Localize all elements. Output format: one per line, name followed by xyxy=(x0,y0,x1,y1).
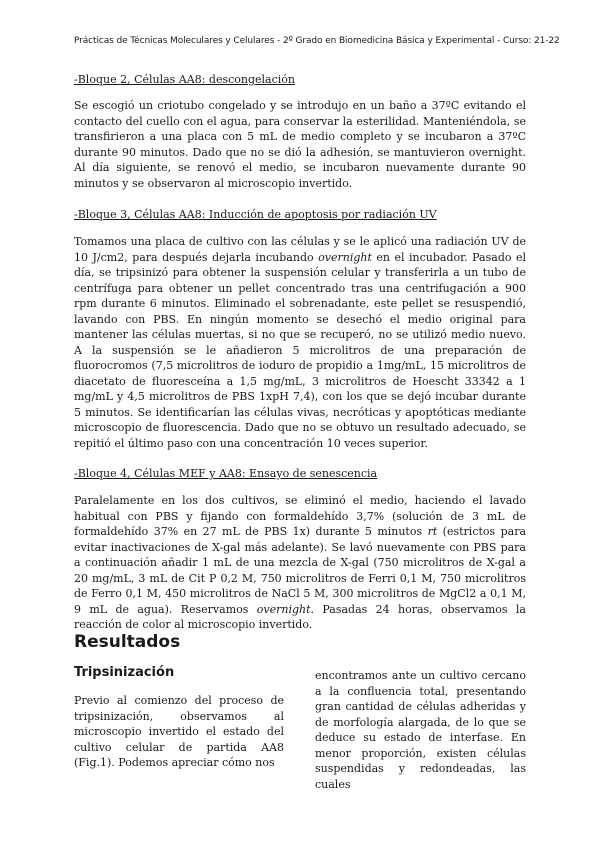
bloque-3-text-b: en el incubador. Pasado el día, se tripsinizó para obtener la suspensión celular y transferirla a un tubo de centrífuga para obtener un pellet concentrado tras una centrifugación a 900 rpm durante 6 minutos. Eliminado el sobrenadante, este pellet se resuspendió, lavando con PBS. En ningún momento se desechó el medio original para mantener las células muertas, si no que se recuperó, no se utilizó medio nuevo. A la suspensión se le añadieron 5 microlitros de una preparación de fluorocromos (7,5 microlitros de ioduro de propidio a 1mg/mL, 15 microlitros de diacetato de fluoresceína a 1,5 mg/mL, 3 microlitros de Hoescht 33342 a 1 mg/mL y 4,5 microlitros de PBS 1xpH 7,4), con los que se dejó incubar durante 5 minutos. Se identificarían las células vivas, necróticas y apoptóticas mediante microscopio de fluorescencia. Dado que no se obtuvo un resultado adecuado, se repitió el último paso con una concentración 10 veces superior. xyxy=(74,250,527,450)
bloque-3-overnight: overnight xyxy=(318,250,372,264)
bloque-4-title: -Bloque 4, Células MEF y AA8: Ensayo de senescencia xyxy=(74,467,378,480)
resultados-left-column: Previo al comienzo del proceso de tripsinización, observamos al microscopio invertido el estado del cultivo celular de partida AA8 (Fig.1). Podemos apreciar cómo nos xyxy=(74,694,284,769)
bloque-3-text-a: Tomamos una placa de cultivo con las células y se le aplicó una radiación UV de 10 J/cm2, para después dejarla incubando xyxy=(74,235,526,264)
bloque-2-paragraph: Se escogió un criotubo congelado y se introdujo en un baño a 37ºC evitando el contacto del cuello con el agua, para conservar la esterilidad. Manteniéndola, se transfirieron a una placa con 5 mL de medio completo y se incubaron a 37ºC durante 90 minutos. Dado que no se dió la adhesión, se mantuvieron overnight. Al día siguiente, se renovó el medio, se incubaron nuevamente durante 90 minutos y se observaron al microscopio invertido. xyxy=(74,99,526,190)
bloque-4-overnight: overnight xyxy=(256,602,311,616)
tripsinizacion-subheading: Tripsinización xyxy=(74,665,175,680)
bloque-2-title: -Bloque 2, Células AA8: descongelación xyxy=(74,73,295,86)
resultados-right-column: encontramos ante un cultivo cercano a la confluencia total, presentando gran cantidad de células adheridas y de morfología alargada, de lo que se deduce su estado de interfase. En menor proporción, existen células suspendidas y redondeadas, las cuales xyxy=(315,669,526,791)
bloque-4-text-a: Paralelamente en los dos cultivos, se eliminó el medio, haciendo el lavado habitual con PBS y fijando con formaldehído 3,7% (solución de 3 mL de formaldehído 37% en 27 mL de PBS 1x) durante 5 minutos xyxy=(74,494,526,538)
page-header: Prácticas de Técnicas Moleculares y Celulares - 2º Grado en Biomedicina Básica y Experimental - Curso: 21-22 xyxy=(74,36,560,46)
bloque-4-paragraph xyxy=(74,493,526,633)
bloque-3-title: -Bloque 3, Células AA8: Inducción de apoptosis por radiación UV xyxy=(74,208,437,221)
bloque-4-text-c: . Pasadas 24 horas, observamos la reacción de color al microscopio invertido. xyxy=(74,602,526,631)
bloque-4-text-b: (estrictos para evitar inactivaciones de X-gal más adelante). Se lavó nuevamente con PBS para a continuación añadir 1 mL de una mezcla de X-gal (750 microlitros de X-gal a 20 mg/mL, 3 mL de Cit P 0,2 M, 750 microlitros de Ferri 0,1 M, 750 microlitros de Ferro 0,1 M, 450 microlitros de NaCl 5 M, 300 microlitros de MgCl2 a 0,1 M, 9 mL de agua). Reservamos xyxy=(74,525,527,616)
resultados-heading: Resultados xyxy=(74,632,181,652)
bloque-3-paragraph xyxy=(74,234,526,451)
bloque-4-rt: rt xyxy=(427,525,438,538)
